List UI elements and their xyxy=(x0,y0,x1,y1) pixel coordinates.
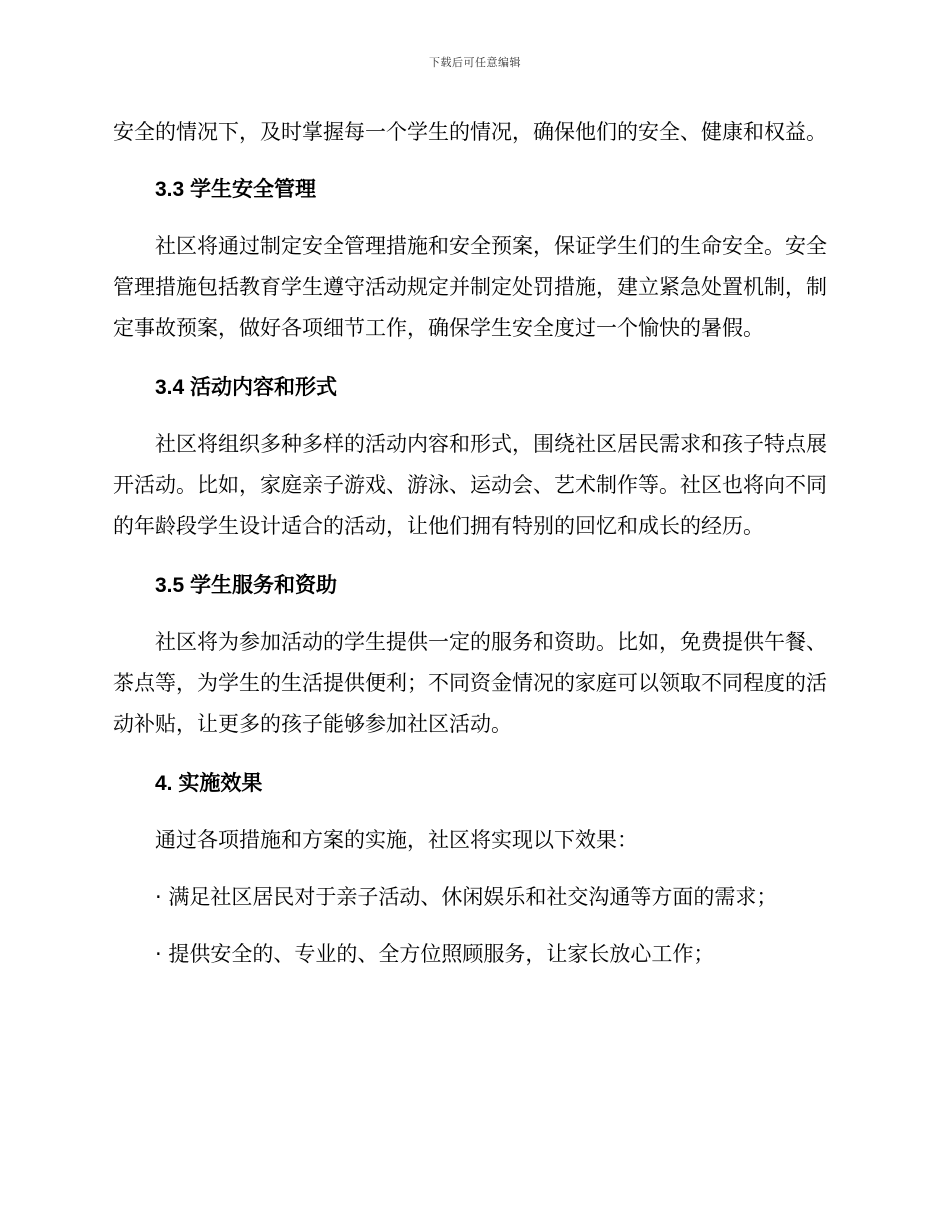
heading-4: 4. 实施效果 xyxy=(155,772,263,795)
paragraph-3-3: 社区将通过制定安全管理措施和安全预案，保证学生们的生命安全。安全管理措施包括教育学生遵守活动规定并制定处罚措施，建立紧急处置机制，制定事故预案，做好各项细节工作，确保学生安全度过一个愉快的暑假。 xyxy=(113,234,827,340)
paragraph-continued: 安全的情况下，及时掌握每一个学生的情况，确保他们的安全、健康和权益。 xyxy=(113,120,827,144)
list-item: · 满足社区居民对于亲子活动、休闲娱乐和社交沟通等方面的需求； xyxy=(155,885,778,909)
list-item: · 提供安全的、专业的、全方位照顾服务，让家长放心工作； xyxy=(155,942,715,966)
paragraph-3-5: 社区将为参加活动的学生提供一定的服务和资助。比如，免费提供午餐、茶点等，为学生的生活提供便利；不同资金情况的家庭可以领取不同程度的活动补贴，让更多的孩子能够参加社区活动。 xyxy=(113,630,827,736)
paragraph-4-intro: 通过各项措施和方案的实施，社区将实现以下效果： xyxy=(155,828,638,852)
heading-3-5: 3.5 学生服务和资助 xyxy=(155,574,338,597)
paragraph-3-4: 社区将组织多种多样的活动内容和形式，围绕社区居民需求和孩子特点展开活动。比如，家庭亲子游戏、游泳、运动会、艺术制作等。社区也将向不同的年龄段学生设计适合的活动，让他们拥有特别的回忆和成长的经历。 xyxy=(113,432,827,538)
heading-3-4: 3.4 活动内容和形式 xyxy=(155,376,338,399)
document-body xyxy=(113,112,833,975)
header-note: 下载后可任意编辑 xyxy=(429,56,521,69)
heading-3-3: 3.3 学生安全管理 xyxy=(155,178,317,201)
